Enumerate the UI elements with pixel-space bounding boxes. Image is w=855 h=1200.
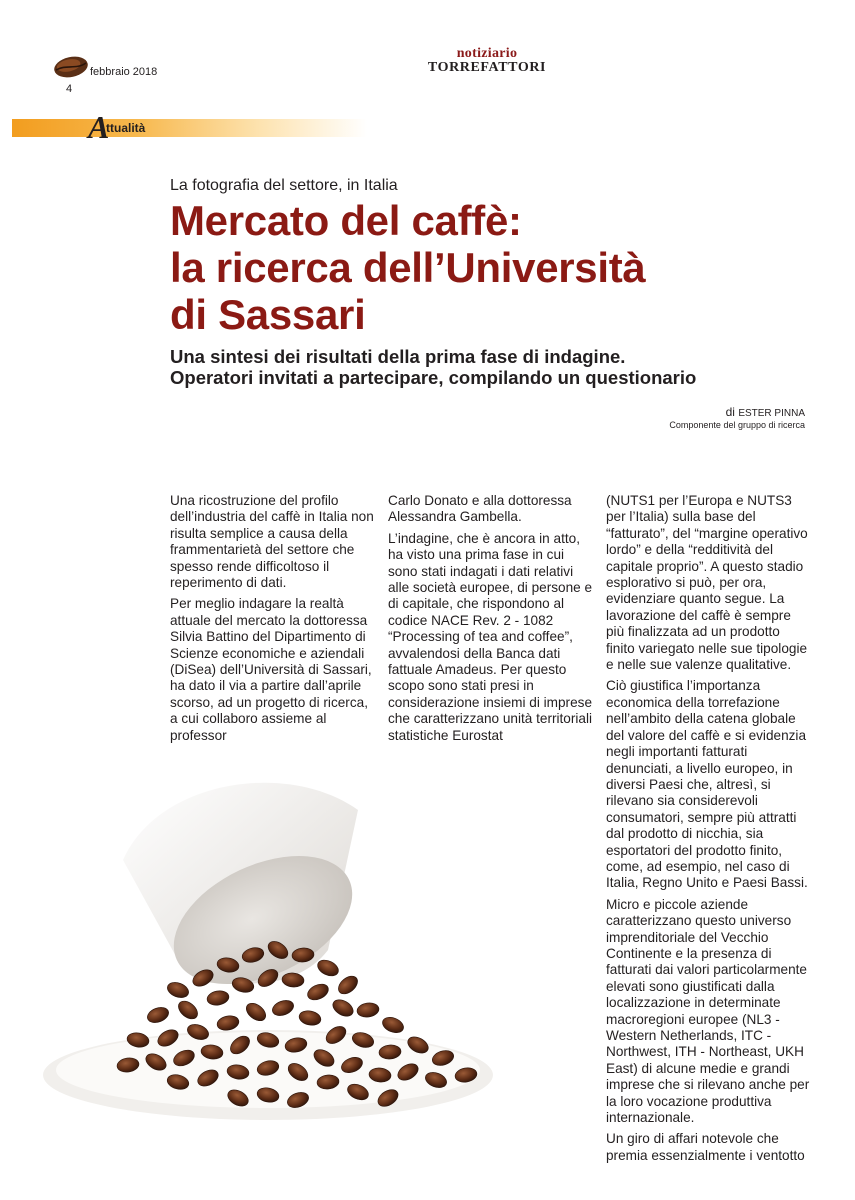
paragraph: Per meglio indagare la realtà attuale del mercato la dottoressa Silvia Battino del Dipartimento di Scienze economiche e aziendali (DiSea) dell’Università di Sassari, ha dato il via a partire dall’aprile scorso, ad un progetto di ricerca, a cui collaboro assieme al professor bbox=[170, 596, 372, 743]
paragraph: Una ricostruzione del profilo dell’industria del caffè in Italia non risulta semplice a causa della frammentarietà del settore che spesso rende difficoltoso il reperimento di dati. bbox=[170, 493, 374, 591]
paragraph: Carlo Donato e alla dottoressa Alessandra Gambella. bbox=[388, 493, 572, 525]
byline-prefix: di bbox=[725, 405, 735, 419]
article-kicker: La fotografia del settore, in Italia bbox=[170, 177, 398, 194]
section-label: ttualità bbox=[106, 121, 146, 135]
masthead-line1: notiziario bbox=[456, 46, 518, 61]
author-role: Componente del gruppo di ricerca bbox=[669, 420, 805, 430]
title-line: Mercato del caffè: bbox=[170, 197, 522, 244]
text-column-3 bbox=[606, 493, 811, 1169]
coffee-cup-photo bbox=[28, 740, 583, 1150]
paragraph: Un giro di affari notevole che premia essenzialmente i ventotto bbox=[606, 1131, 805, 1163]
paragraph: Micro e piccole aziende caratterizzano questo universo imprenditoriale del Vecchio Continente e la presenza di fatturati dai valori particolarmente elevati sono giustificati dalla localizzazione in determinate macroregioni europee (NL3 - Western Netherlands, ITC - Northwest, ITH - Northeast, UKH East) di alcune medie e grandi imprese che si rilevano anche per la loro vocazione produttiva internazionale. bbox=[606, 896, 810, 1126]
paragraph: Ciò giustifica l’importanza economica della torrefazione nell’ambito della catena globale del valore del caffè e si evidenzia negli importanti fatturati denunciati, a livello europeo, in diversi Paesi che, altresì, si rilevano sia considerevoli consumatori, sempre più attratti dal prodotto di nicchia, sia esportatori del prodotto finito, come, ad esempio, nel caso di Italia, Regno Unito e Paesi Bassi. bbox=[606, 678, 808, 891]
masthead-line2: TORREFATTORI bbox=[427, 60, 547, 75]
subtitle-line: Una sintesi dei risultati della prima fase di indagine. bbox=[170, 346, 626, 367]
section-initial: A bbox=[88, 109, 110, 145]
coffee-bean-icon bbox=[52, 54, 90, 80]
paragraph: L’indagine, che è ancora in atto, ha visto una prima fase in cui sono stati indagati i dati relativi alle società europee, di persone e di capitale, che rispondono al codice NACE Rev. 2 - 1082 “Processing of tea and coffee”, avvalendosi della Banca dati fattuale Amadeus. Per questo scopo sono stati presi in considerazione insiemi di imprese che caratterizzano unità territoriali statistiche Eurostat bbox=[388, 530, 593, 743]
magazine-masthead bbox=[422, 47, 552, 75]
text-column-1 bbox=[170, 493, 375, 749]
article-subtitle bbox=[170, 346, 810, 388]
author-name: ESTER PINNA bbox=[738, 408, 805, 419]
paragraph: (NUTS1 per l’Europa e NUTS3 per l’Italia) sulla base del “fatturato”, del “margine operativo lordo” e della “redditività del capitale proprio”. A questo stadio esplorativo si può, per ora, evidenziare quanto segue. La lavorazione del caffè è sempre più finalizzata ad un prodotto finito variegato nelle sue tipologie e nelle sue valenze qualitative. bbox=[606, 493, 808, 673]
title-line: di Sassari bbox=[170, 291, 366, 338]
page-number: 4 bbox=[66, 83, 73, 95]
section-bar bbox=[12, 119, 367, 137]
title-line: la ricerca dell’Università bbox=[170, 244, 646, 291]
byline bbox=[726, 405, 805, 419]
article-title bbox=[170, 197, 810, 338]
issue-date: febbraio 2018 bbox=[90, 66, 158, 78]
subtitle-line: Operatori invitati a partecipare, compilando un questionario bbox=[170, 367, 697, 388]
text-column-2 bbox=[388, 493, 593, 749]
